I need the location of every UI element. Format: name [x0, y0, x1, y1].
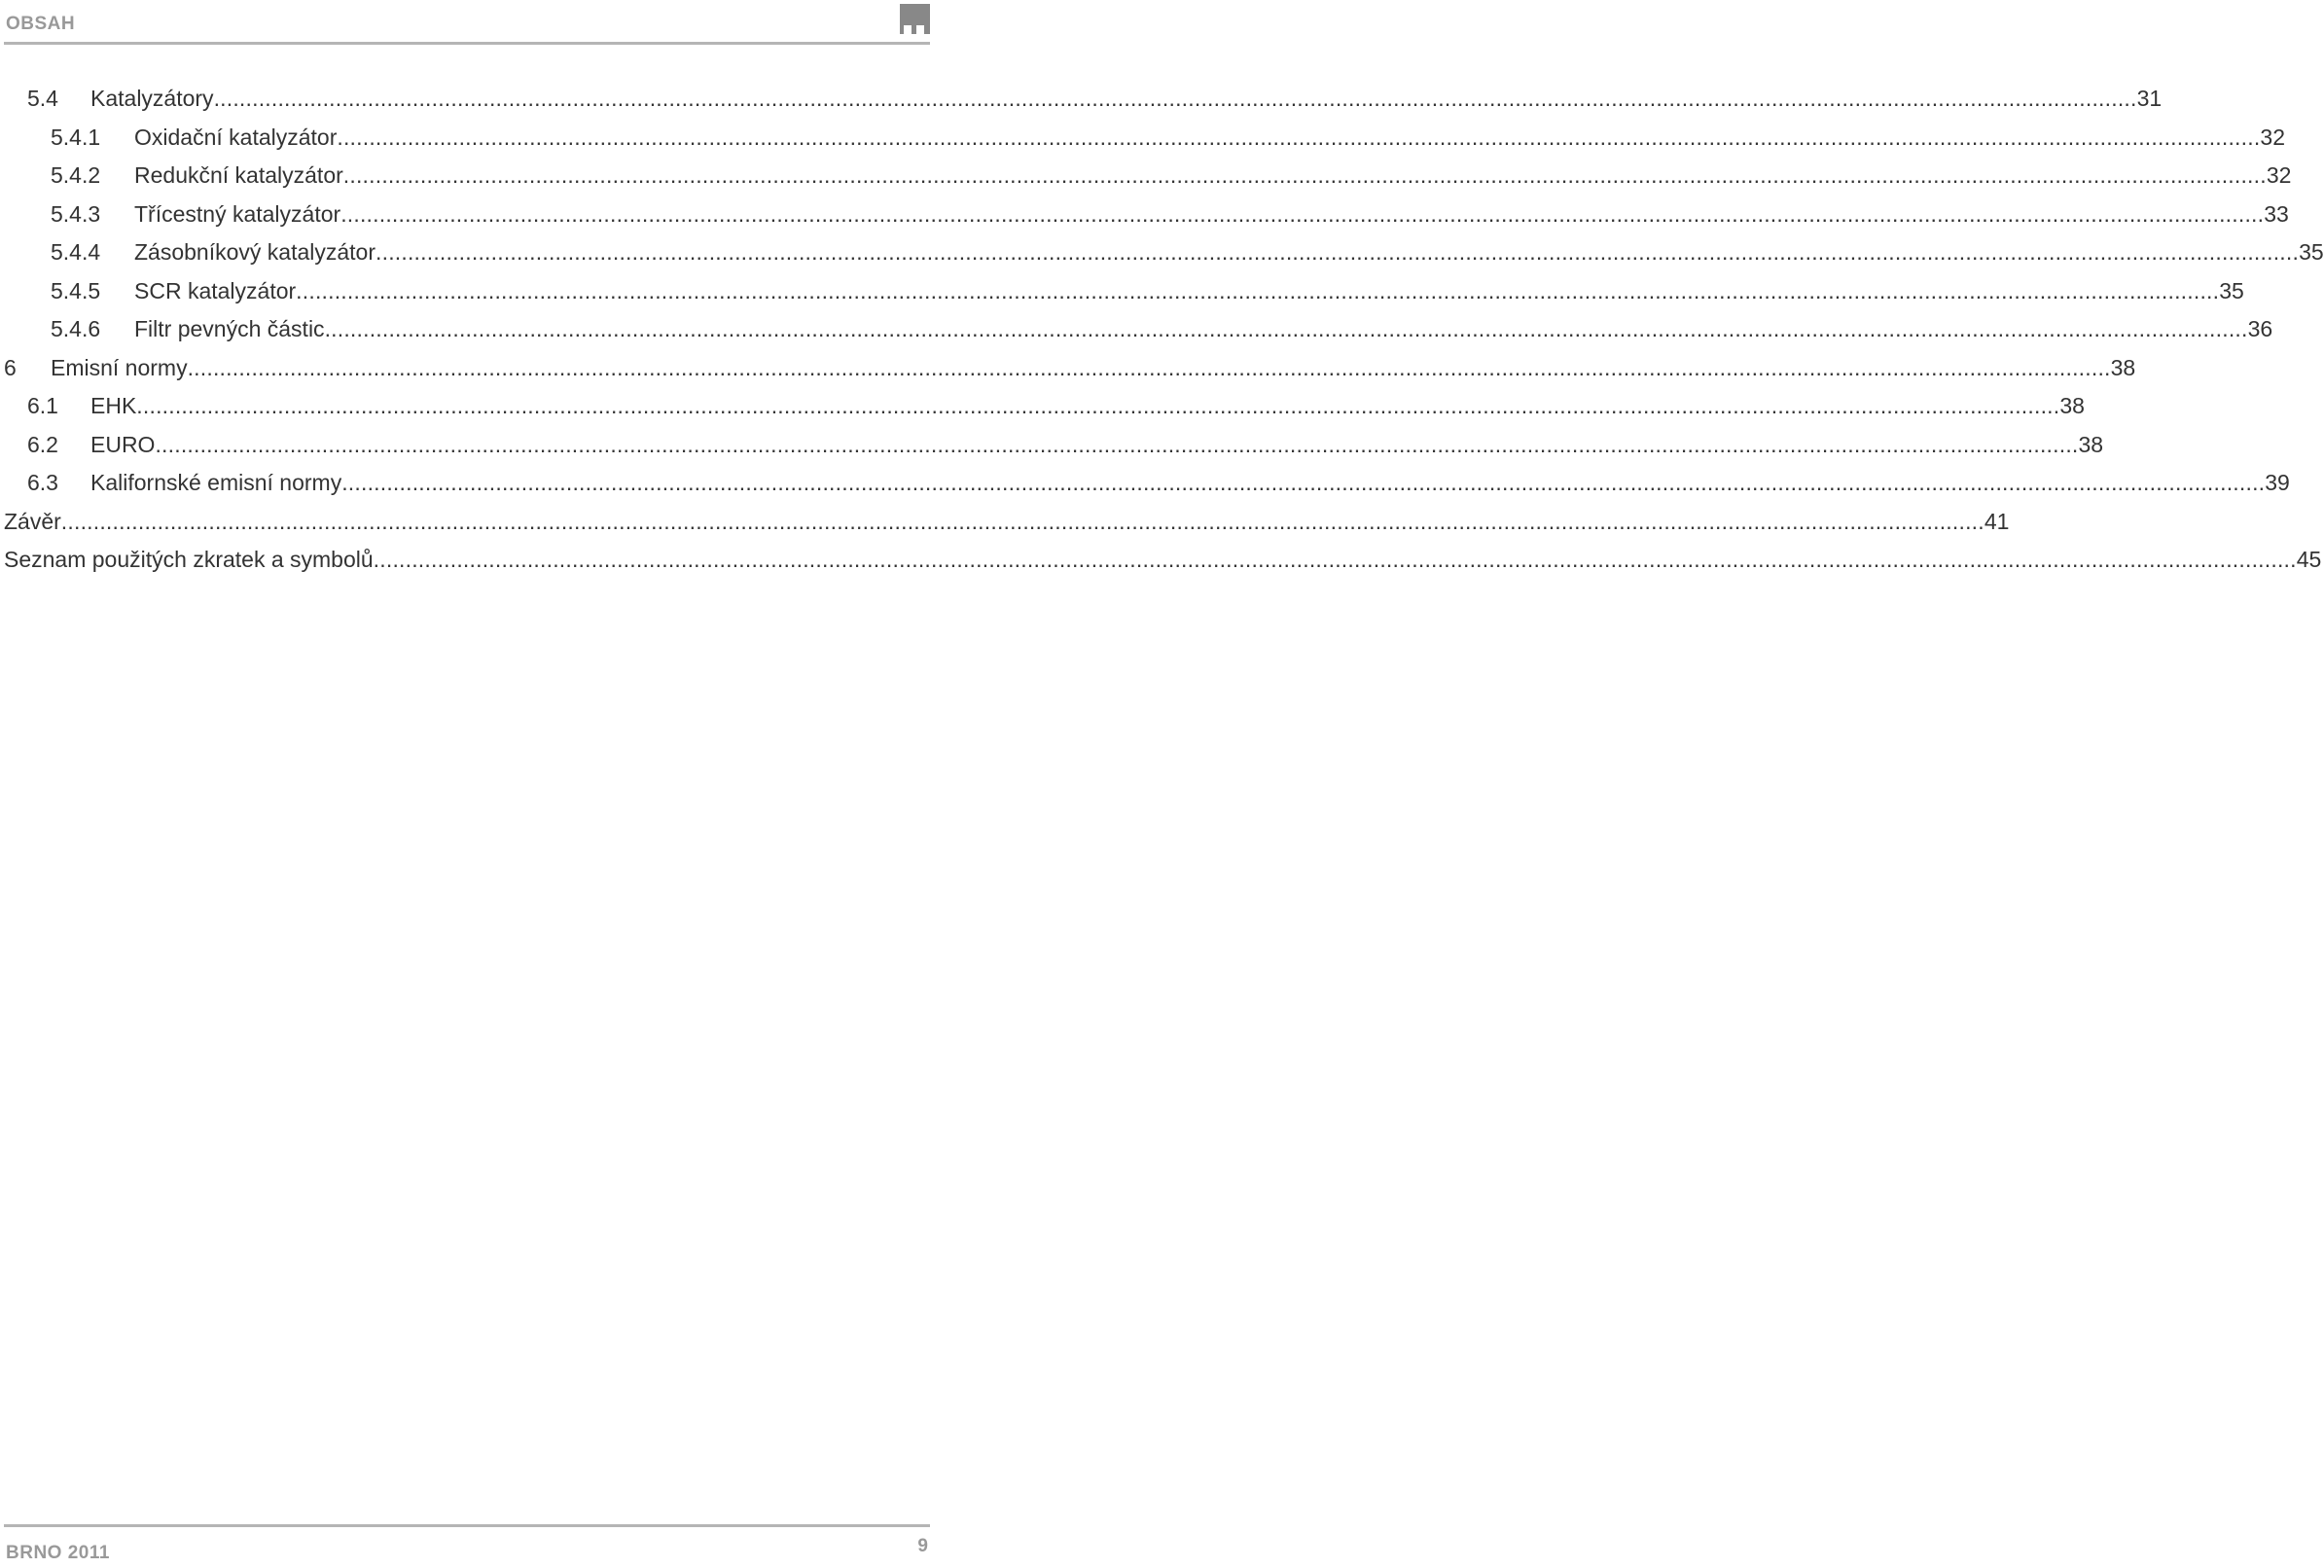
toc-dot-leader: ............................................................................................................................................................................................................................................................................................................: [340, 200, 2265, 227]
toc-entry-page: 38: [2078, 431, 2104, 457]
toc-entry-title: Zásobníkový katalyzátor: [134, 239, 376, 265]
toc-entry-title: Kalifornské emisní normy: [90, 470, 342, 495]
toc-entry-page: 45: [2296, 547, 2322, 572]
toc-dot-leader: ............................................................................................................................................................................................................................................................................................................: [342, 162, 2267, 188]
toc-entry-number: 5.4.1: [51, 124, 101, 150]
toc-dot-leader: ............................................................................................................................................................................................................................................................................................................: [60, 508, 1984, 534]
footer-page-number: 9: [917, 1536, 928, 1556]
toc-entry-page: 32: [2266, 162, 2292, 188]
toc-dot-leader: ............................................................................................................................................................................................................................................................................................................: [324, 316, 2248, 341]
toc-entry[interactable]: [0, 276, 2244, 315]
toc-entry-number: 6.2: [27, 431, 58, 457]
toc-entry-page: 38: [2110, 354, 2136, 380]
toc-entry-page: 35: [2219, 277, 2244, 303]
toc-dot-leader: ............................................................................................................................................................................................................................................................................................................: [136, 393, 2060, 418]
toc-entry-page: 32: [2260, 124, 2286, 150]
toc-entry[interactable]: [0, 391, 2085, 430]
toc-entry[interactable]: [0, 353, 2136, 392]
toc-entry[interactable]: [0, 160, 2292, 199]
footer-institution: BRNO 2011: [6, 1543, 110, 1563]
toc-entry[interactable]: [0, 199, 2289, 238]
toc-dot-leader: ............................................................................................................................................................................................................................................................................................................: [187, 354, 2111, 380]
footer-divider: [4, 1524, 930, 1527]
toc-dot-leader: ............................................................................................................................................................................................................................................................................................................: [337, 124, 2261, 150]
toc-entry-title: SCR katalyzátor: [134, 277, 297, 303]
toc-entry-number: 5.4: [27, 86, 58, 111]
toc-dot-leader: ............................................................................................................................................................................................................................................................................................................: [155, 431, 2079, 457]
toc-entry-title: Emisní normy: [51, 354, 188, 380]
toc-dot-leader: ............................................................................................................................................................................................................................................................................................................: [213, 86, 2137, 111]
toc-entry[interactable]: [0, 123, 2286, 161]
toc-entry-page: 38: [2059, 393, 2085, 418]
toc-entry-number: 5.4.5: [51, 277, 101, 303]
university-logo-icon: [900, 4, 930, 34]
table-of-contents: [0, 84, 2324, 584]
toc-dot-leader: ............................................................................................................................................................................................................................................................................................................: [375, 239, 2300, 265]
toc-entry[interactable]: [0, 84, 2163, 123]
toc-entry-page: 35: [2299, 239, 2324, 265]
toc-entry-title: Redukční katalyzátor: [134, 162, 343, 188]
toc-entry-page: 31: [2136, 86, 2163, 111]
toc-dot-leader: ............................................................................................................................................................................................................................................................................................................: [341, 470, 2266, 495]
toc-entry-title: EURO: [90, 431, 156, 457]
toc-entry-number: 5.4.3: [51, 200, 101, 227]
toc-entry-number: 5.4.4: [51, 239, 101, 265]
toc-entry[interactable]: [0, 237, 2324, 276]
toc-entry-number: 6.3: [27, 470, 58, 495]
toc-entry-title: Seznam použitých zkratek a symbolů: [4, 547, 374, 572]
toc-entry-number: 6: [4, 354, 17, 380]
toc-entry-page: 33: [2264, 200, 2289, 227]
toc-entry-title: Filtr pevných částic: [134, 316, 325, 341]
toc-entry-title: Závěr: [4, 508, 61, 534]
toc-entry[interactable]: [0, 545, 2322, 584]
toc-entry-title: Oxidační katalyzátor: [134, 124, 338, 150]
toc-entry-page: 39: [2265, 470, 2290, 495]
toc-dot-leader: ............................................................................................................................................................................................................................................................................................................: [296, 277, 2220, 303]
toc-entry-number: 6.1: [27, 393, 58, 418]
header-divider: [4, 42, 930, 45]
toc-entry[interactable]: [0, 468, 2290, 507]
header-title: OBSAH: [6, 14, 76, 34]
toc-entry[interactable]: [0, 430, 2104, 469]
toc-entry-title: EHK: [90, 393, 137, 418]
toc-entry-title: Třícestný katalyzátor: [134, 200, 341, 227]
toc-entry-page: 36: [2247, 316, 2273, 341]
toc-dot-leader: ............................................................................................................................................................................................................................................................................................................: [373, 547, 2297, 572]
toc-entry-page: 41: [1984, 508, 2010, 534]
toc-entry-number: 5.4.6: [51, 316, 101, 341]
toc-entry[interactable]: [0, 507, 2010, 546]
toc-entry[interactable]: [0, 314, 2273, 353]
toc-entry-number: 5.4.2: [51, 162, 101, 188]
toc-entry-title: Katalyzátory: [90, 86, 214, 111]
page-header: [0, 0, 934, 47]
